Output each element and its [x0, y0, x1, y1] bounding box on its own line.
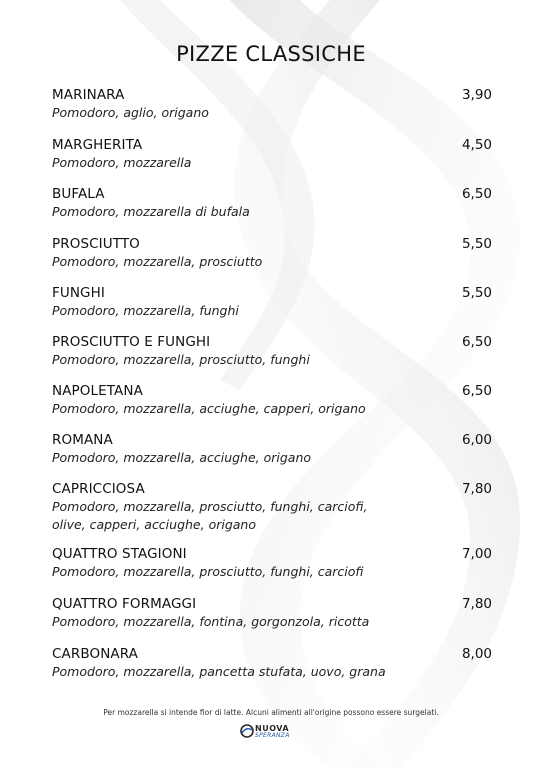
menu-item: [52, 284, 492, 320]
item-name: MARINARA: [52, 87, 125, 103]
footnote: Per mozzarella si intende fior di latte. Alcuni alimenti all'origine possono essere surgelati.: [103, 708, 439, 717]
item-name: FUNGHI: [52, 285, 105, 301]
menu-item: [52, 431, 492, 467]
menu-item: [52, 235, 492, 271]
item-description: Pomodoro, mozzarella, acciughe, origano: [52, 450, 312, 465]
item-name: PROSCIUTTO E FUNGHI: [52, 334, 211, 350]
item-description: Pomodoro, mozzarella, prosciutto: [52, 254, 263, 269]
item-description: Pomodoro, mozzarella: [52, 155, 192, 170]
logo-text-nuova: NUOVA: [255, 724, 290, 733]
item-price: 4,50: [461, 137, 492, 153]
item-price: 5,50: [461, 236, 492, 252]
item-name: NAPOLETANA: [52, 383, 143, 399]
item-description: Pomodoro, mozzarella, prosciutto, funghi: [52, 352, 310, 367]
item-description: Pomodoro, mozzarella, funghi: [52, 303, 239, 318]
item-description: Pomodoro, mozzarella, acciughe, capperi, origano: [52, 401, 366, 416]
item-name: CARBONARA: [52, 646, 138, 662]
menu-item: [52, 333, 492, 369]
item-description: Pomodoro, mozzarella, prosciutto, funghi, carciofi, olive, capperi, acciughe, origano: [52, 499, 368, 532]
item-description: Pomodoro, mozzarella, pancetta stufata, uovo, grana: [52, 664, 386, 679]
item-description: Pomodoro, mozzarella di bufala: [52, 204, 250, 219]
item-price: 6,00: [461, 432, 492, 448]
menu-item: [52, 645, 492, 681]
page-title: PIZZE CLASSICHE: [176, 42, 366, 66]
item-name: ROMANA: [52, 432, 113, 448]
item-name: BUFALA: [52, 186, 105, 202]
item-description: Pomodoro, mozzarella, fontina, gorgonzola, ricotta: [52, 614, 370, 629]
item-price: 6,50: [461, 186, 492, 202]
item-price: 7,00: [461, 546, 492, 562]
item-name: QUATTRO STAGIONI: [52, 546, 187, 562]
item-description: Pomodoro, mozzarella, prosciutto, funghi, carciofi: [52, 564, 364, 579]
menu-item: [52, 595, 492, 631]
menu-item: [52, 86, 492, 122]
nuova-speranza-logo: [240, 722, 310, 742]
logo-text-speranza: SPERANZA: [255, 732, 290, 739]
item-description: Pomodoro, aglio, origano: [52, 105, 209, 120]
menu-item: [52, 480, 492, 534]
item-price: 8,00: [461, 646, 492, 662]
menu-item: [52, 382, 492, 418]
item-price: 6,50: [461, 383, 492, 399]
logo-mark-icon: [240, 724, 254, 738]
item-price: 7,80: [461, 596, 492, 612]
item-name: MARGHERITA: [52, 137, 143, 153]
item-price: 5,50: [461, 285, 492, 301]
menu-item: [52, 545, 492, 581]
menu-item: [52, 185, 492, 221]
item-name: PROSCIUTTO: [52, 236, 140, 252]
item-name: CAPRICCIOSA: [52, 481, 145, 497]
item-name: QUATTRO FORMAGGI: [52, 596, 197, 612]
menu-item: [52, 136, 492, 172]
item-price: 6,50: [461, 334, 492, 350]
item-price: 7,80: [461, 481, 492, 497]
item-price: 3,90: [461, 87, 492, 103]
